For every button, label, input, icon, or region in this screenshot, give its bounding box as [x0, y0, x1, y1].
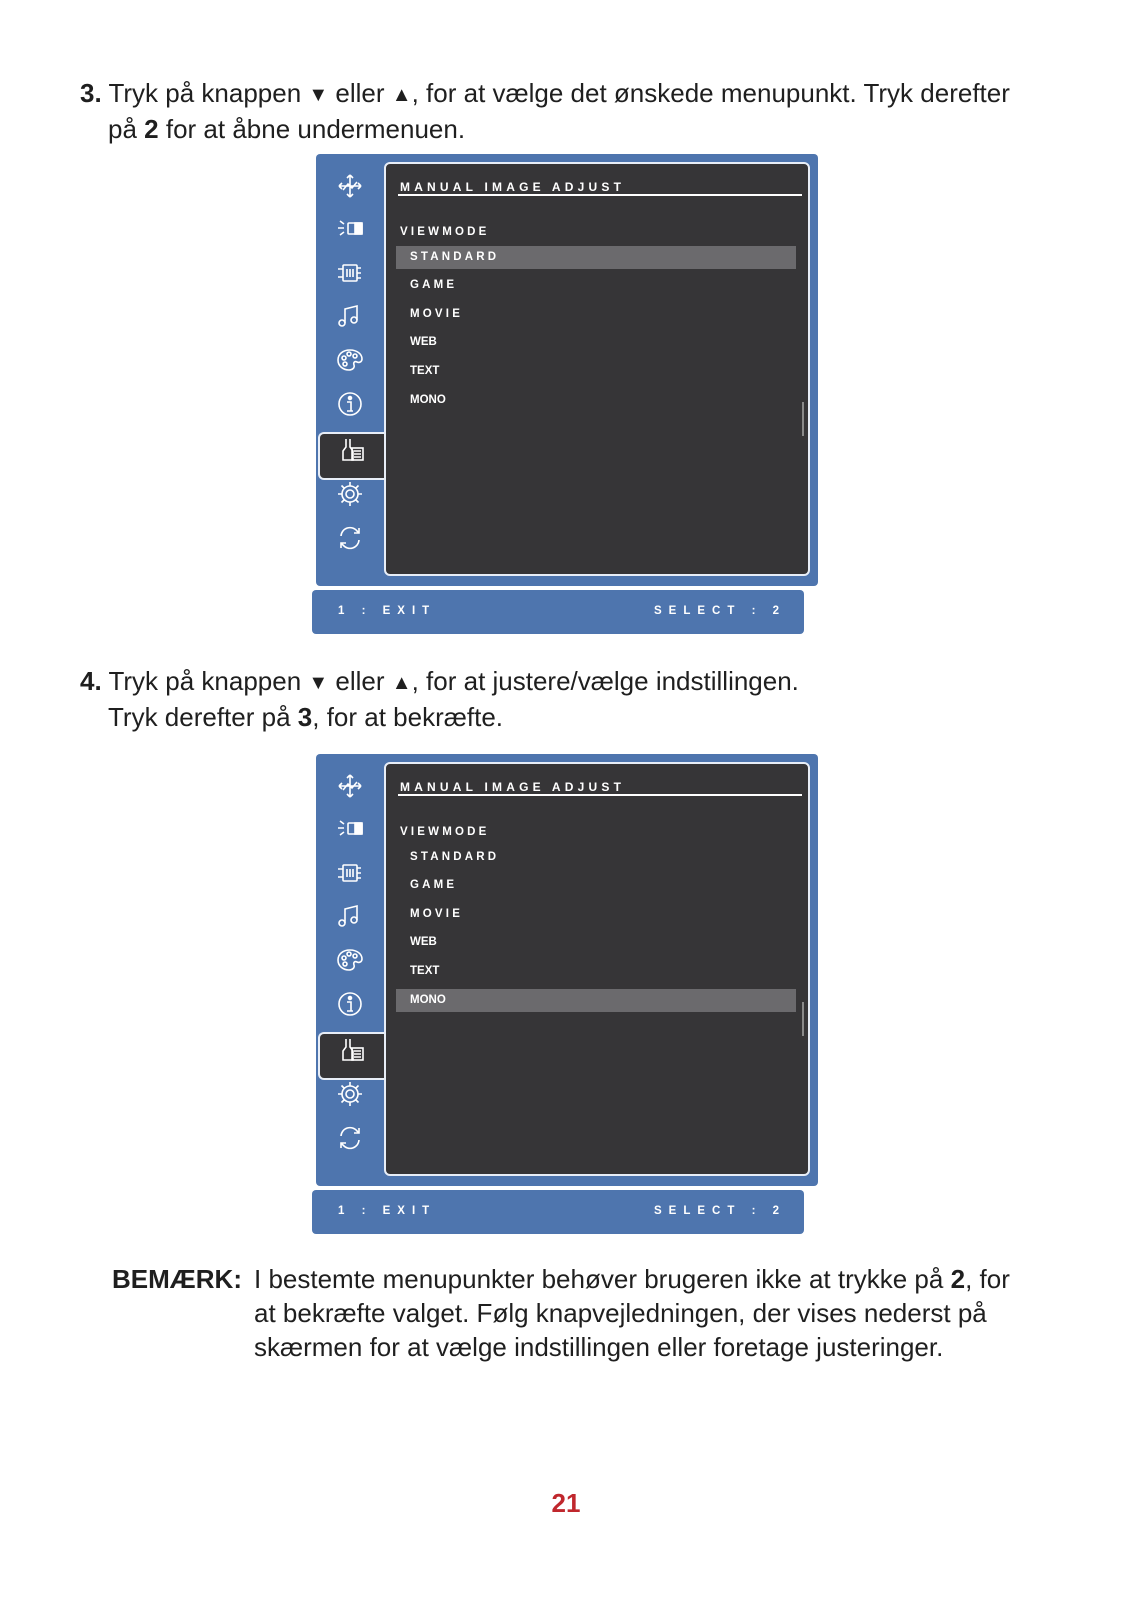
osd-panel	[316, 754, 818, 1186]
osd-menu-screenshot	[316, 754, 818, 1242]
osd-menu-screenshot	[316, 154, 818, 642]
button-number: 2	[144, 114, 159, 144]
button-number: 2	[950, 1264, 966, 1294]
contrast-brightness-icon[interactable]	[334, 813, 366, 845]
step-line-2: Tryk derefter på 3, for at bekræfte.	[108, 702, 503, 732]
menu-item-mono[interactable]: MONO	[410, 394, 446, 406]
step-text: , for at vælge det ønskede menupunkt. Tryk derefter	[411, 78, 1010, 108]
exit-hint: 1 : EXIT	[338, 1205, 437, 1217]
submenu-heading: VIEWMODE	[400, 226, 490, 238]
note-text: I bestemte menupunkter behøver brugeren ikke at trykke på 2, for at bekræfte valget. Følg knapvejledningen, der vises nederst på skærmen for at vælge indstillingen eller foretage justeringer.	[254, 1264, 1010, 1362]
osd-screen	[384, 762, 810, 1176]
title-divider	[398, 194, 802, 196]
up-arrow-icon: ▲	[391, 672, 412, 694]
menu-item-mono[interactable]: MONO	[396, 989, 796, 1012]
menu-item-standard[interactable]: STANDARD	[396, 246, 796, 269]
information-icon[interactable]	[334, 388, 366, 420]
menu-item-web[interactable]: WEB	[410, 336, 437, 348]
step-text: Tryk på knappen	[108, 78, 302, 108]
osd-icon-column	[316, 154, 384, 586]
step-text: , for at justere/vælge indstillingen.	[411, 666, 799, 696]
step-text: eller	[335, 78, 385, 108]
audio-adjust-icon[interactable]	[334, 900, 366, 932]
auto-image-adjust-icon[interactable]	[334, 770, 366, 802]
audio-adjust-icon[interactable]	[334, 300, 366, 332]
osd-footer	[312, 1190, 804, 1234]
menu-item-game[interactable]: GAME	[410, 279, 458, 291]
up-arrow-icon: ▲	[391, 84, 412, 106]
scrollbar	[802, 1002, 804, 1036]
auto-image-adjust-icon[interactable]	[334, 170, 366, 202]
step-text: Tryk på knappen	[108, 666, 302, 696]
step-3-instruction	[80, 76, 1060, 146]
title-divider	[398, 794, 802, 796]
setup-menu-icon[interactable]	[334, 1078, 366, 1110]
color-adjust-icon[interactable]	[334, 944, 366, 976]
osd-panel	[316, 154, 818, 586]
input-select-icon[interactable]	[334, 857, 366, 889]
step-4-instruction	[80, 664, 1060, 734]
color-adjust-icon[interactable]	[334, 344, 366, 376]
step-line-2: på 2 for at åbne undermenuen.	[108, 114, 466, 144]
down-arrow-icon: ▼	[308, 84, 329, 106]
menu-item-movie[interactable]: MOVIE	[410, 308, 464, 320]
submenu-heading: VIEWMODE	[400, 826, 490, 838]
menu-item-text[interactable]: TEXT	[410, 965, 440, 977]
information-icon[interactable]	[334, 988, 366, 1020]
manual-image-adjust-icon[interactable]	[336, 1034, 368, 1066]
osd-footer	[312, 590, 804, 634]
osd-icon-column	[316, 754, 384, 1186]
contrast-brightness-icon[interactable]	[334, 213, 366, 245]
memory-recall-icon[interactable]	[334, 522, 366, 554]
osd-title: MANUAL IMAGE ADJUST	[400, 180, 626, 194]
menu-item-game[interactable]: GAME	[410, 879, 458, 891]
step-number: 4.	[80, 666, 102, 696]
osd-title: MANUAL IMAGE ADJUST	[400, 780, 626, 794]
manual-image-adjust-icon[interactable]	[336, 434, 368, 466]
menu-item-standard[interactable]: STANDARD	[410, 851, 500, 863]
input-select-icon[interactable]	[334, 257, 366, 289]
button-number: 3	[297, 702, 313, 732]
setup-menu-icon[interactable]	[334, 478, 366, 510]
exit-hint: 1 : EXIT	[338, 605, 437, 617]
step-text: eller	[335, 666, 385, 696]
osd-screen	[384, 162, 810, 576]
select-hint: SELECT : 2	[654, 605, 786, 617]
menu-item-text[interactable]: TEXT	[410, 365, 440, 377]
note-label: BEMÆRK:	[112, 1264, 242, 1294]
menu-item-web[interactable]: WEB	[410, 936, 437, 948]
page-number: 21	[551, 1488, 581, 1518]
memory-recall-icon[interactable]	[334, 1122, 366, 1154]
down-arrow-icon: ▼	[308, 672, 329, 694]
scrollbar	[802, 402, 804, 436]
menu-item-movie[interactable]: MOVIE	[410, 908, 464, 920]
step-number: 3.	[80, 78, 102, 108]
select-hint: SELECT : 2	[654, 1205, 786, 1217]
